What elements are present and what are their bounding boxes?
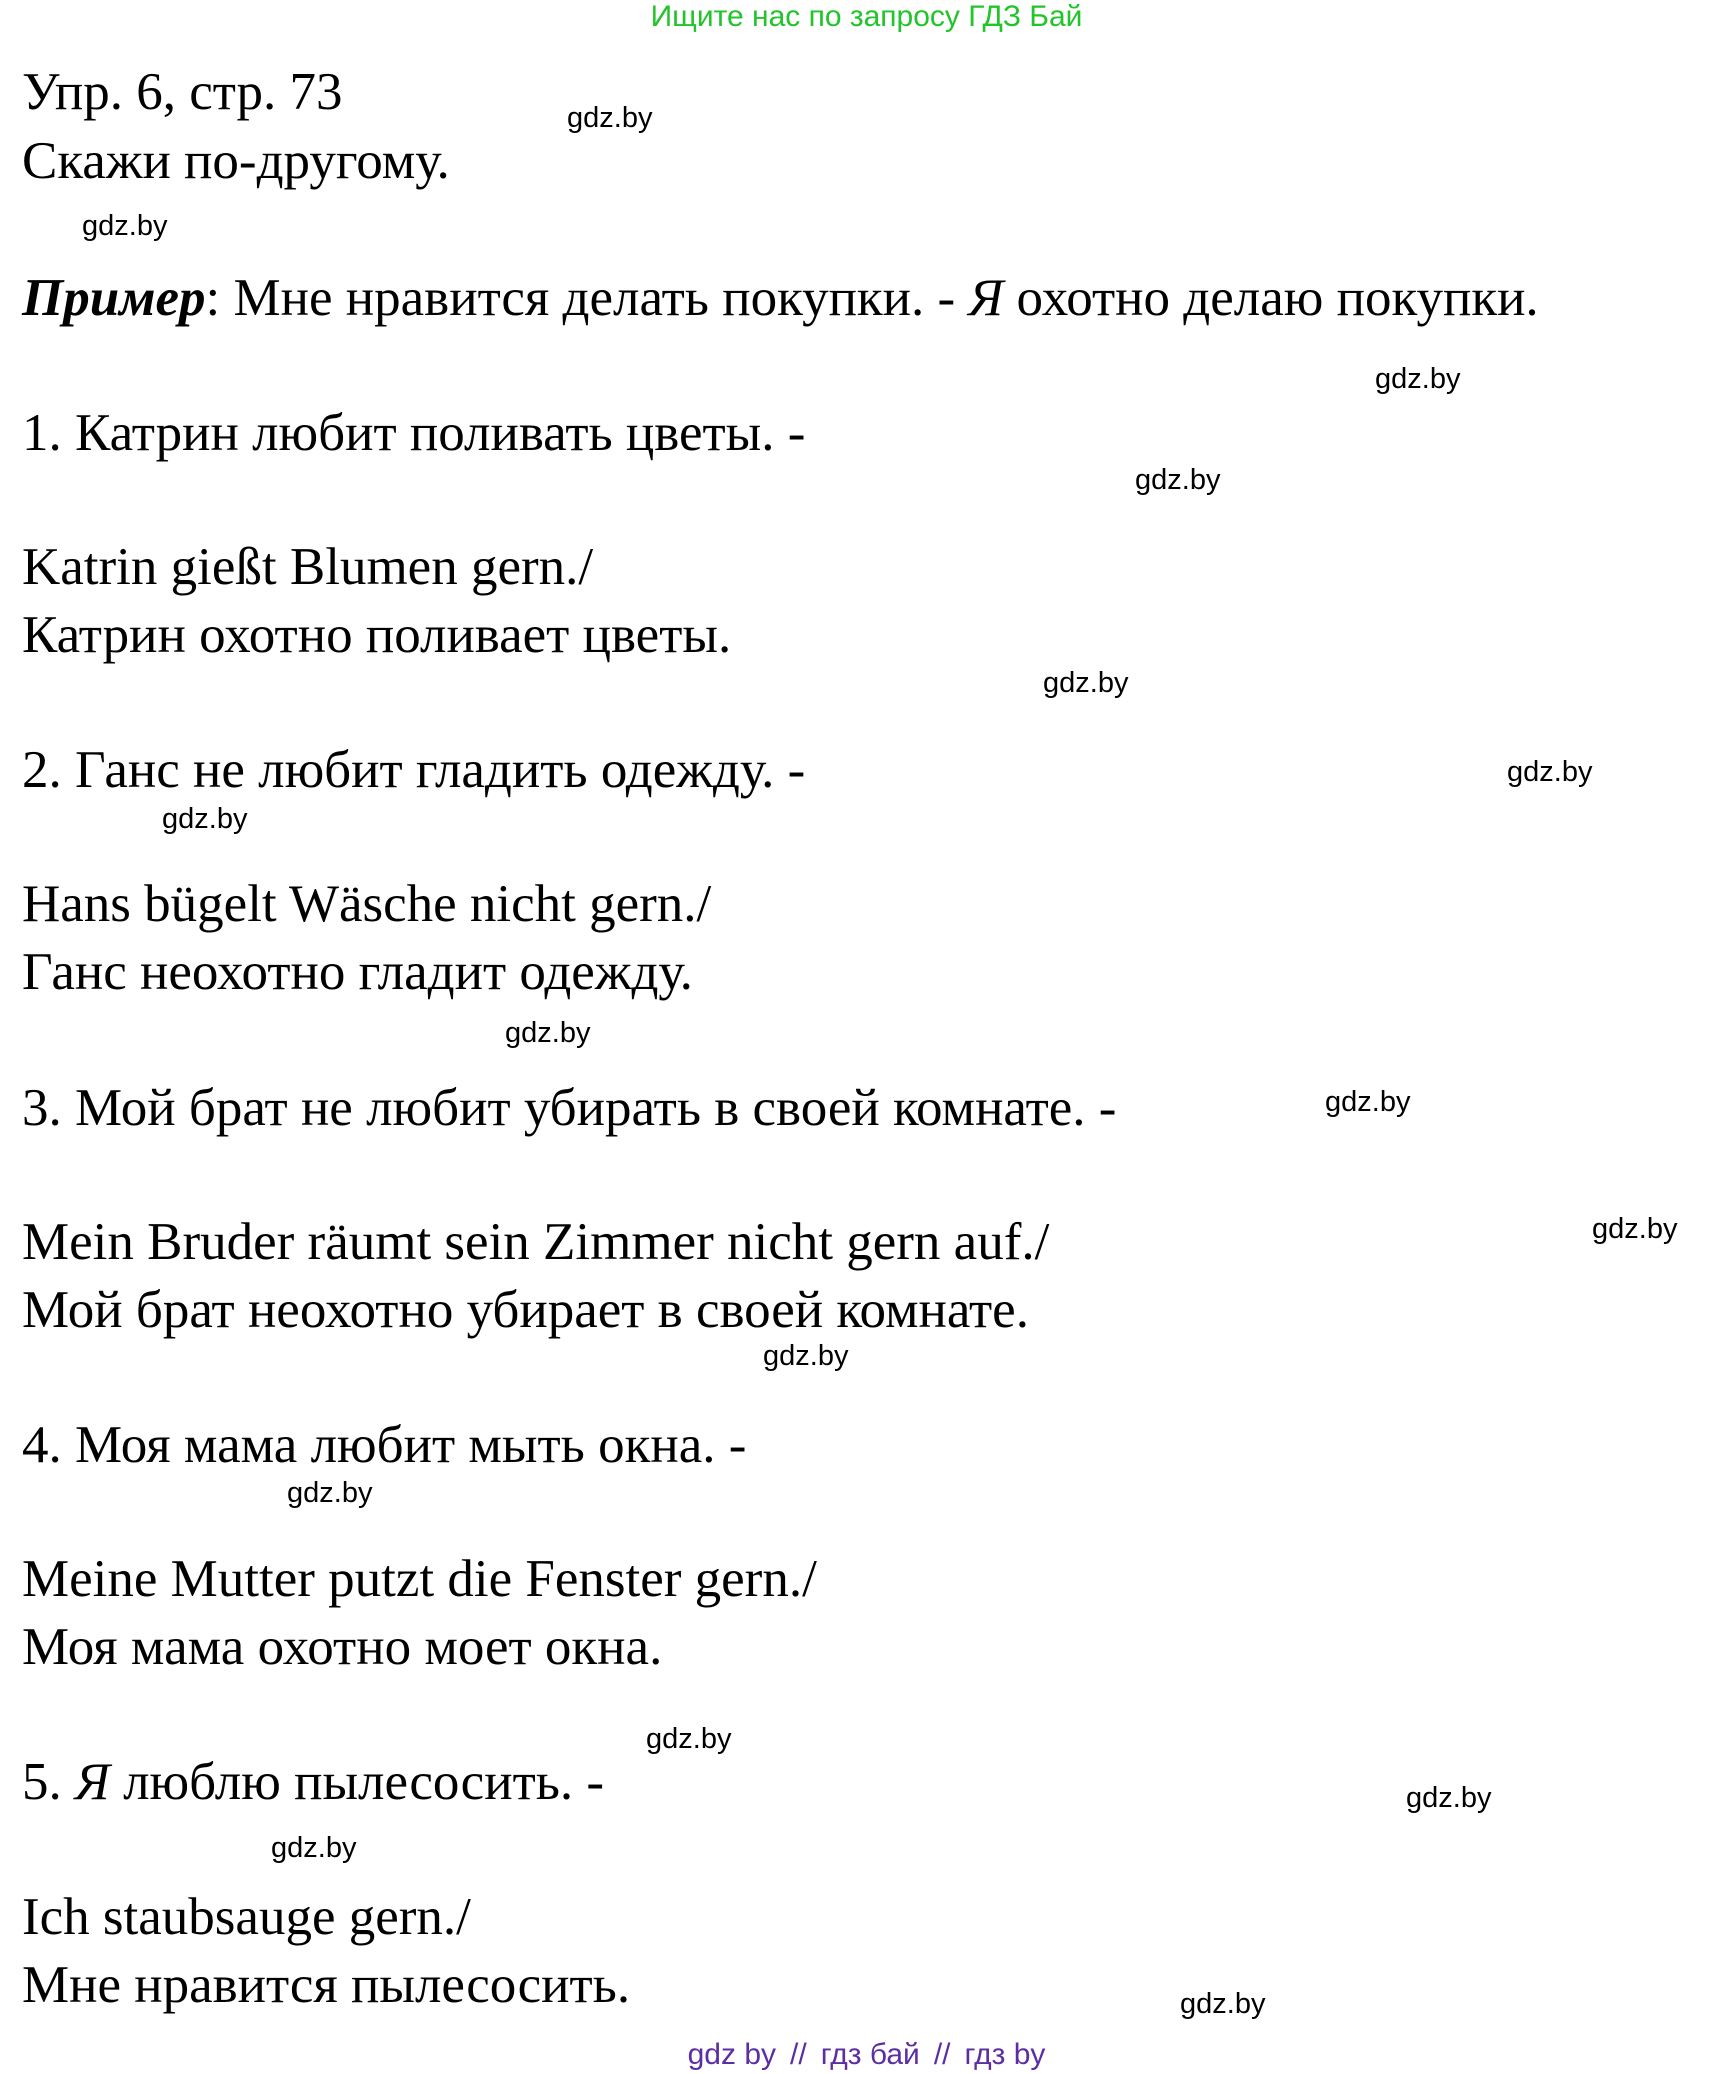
footer-part: гдз by <box>964 2038 1046 2071</box>
watermark: gdz.by <box>1135 464 1221 496</box>
watermark: gdz.by <box>763 1340 849 1372</box>
site-footer <box>0 2038 1733 2072</box>
watermark: gdz.by <box>1507 756 1593 788</box>
item-1-russian: Катрин охотно поливает цветы. <box>22 606 732 664</box>
item-3-russian: Мой брат неохотно убирает в своей комнате. <box>22 1281 1029 1339</box>
item-2-russian: Ганс неохотно гладит одежду. <box>22 943 693 1001</box>
watermark: gdz.by <box>505 1017 591 1049</box>
watermark: gdz.by <box>1180 1988 1266 2020</box>
watermark: gdz.by <box>162 803 248 835</box>
example-line <box>22 268 1539 328</box>
search-banner: Ищите нас по запросу ГДЗ Бай <box>650 0 1083 33</box>
example-label: Пример <box>22 269 206 327</box>
example-text-after: охотно делаю покупки. <box>1003 269 1539 327</box>
item-1-prompt: 1. Катрин любит поливать цветы. - <box>22 404 806 462</box>
item-4-prompt: 4. Моя мама любит мыть окна. - <box>22 1416 747 1474</box>
exercise-title: Упр. 6, стр. 73 <box>22 63 343 121</box>
example-colon: : <box>205 269 221 327</box>
footer-separator: // <box>933 2038 951 2071</box>
item-5-prompt-italic: Я <box>75 1753 110 1811</box>
item-5-prompt <box>22 1752 604 1812</box>
example-italic-word: Я <box>968 269 1004 327</box>
item-5-prompt-num: 5. <box>22 1753 75 1811</box>
example-text-before: Мне нравится делать покупки. - <box>220 269 969 327</box>
item-3-german: Mein Bruder räumt sein Zimmer nicht gern auf./ <box>22 1213 1050 1271</box>
watermark: gdz.by <box>1043 667 1129 699</box>
footer-part: гдз бай <box>820 2038 920 2071</box>
item-4-russian: Моя мама охотно моет окна. <box>22 1618 663 1676</box>
item-5-german: Ich staubsauge gern./ <box>22 1888 471 1946</box>
watermark: gdz.by <box>1325 1086 1411 1118</box>
watermark: gdz.by <box>271 1832 357 1864</box>
footer-separator: // <box>790 2038 807 2071</box>
watermark: gdz.by <box>1406 1782 1492 1814</box>
watermark: gdz.by <box>646 1723 732 1755</box>
item-5-russian: Мне нравится пылесосить. <box>22 1956 631 2014</box>
item-3-prompt: 3. Мой брат не любит убирать в своей комнате. - <box>22 1079 1117 1137</box>
item-2-prompt: 2. Ганс не любит гладить одежду. - <box>22 741 806 799</box>
item-1-german: Katrin gießt Blumen gern./ <box>22 538 594 596</box>
item-2-german: Hans bügelt Wäsche nicht gern./ <box>22 875 712 933</box>
watermark: gdz.by <box>82 210 168 242</box>
watermark: gdz.by <box>1375 363 1461 395</box>
watermark: gdz.by <box>567 102 653 134</box>
watermark: gdz.by <box>287 1477 373 1509</box>
item-4-german: Meine Mutter putzt die Fenster gern./ <box>22 1550 817 1608</box>
watermark: gdz.by <box>1592 1213 1678 1245</box>
footer-part: gdz by <box>687 2038 777 2071</box>
item-5-prompt-rest: люблю пылесосить. - <box>109 1753 605 1811</box>
instruction-text: Скажи по-другому. <box>22 132 450 190</box>
